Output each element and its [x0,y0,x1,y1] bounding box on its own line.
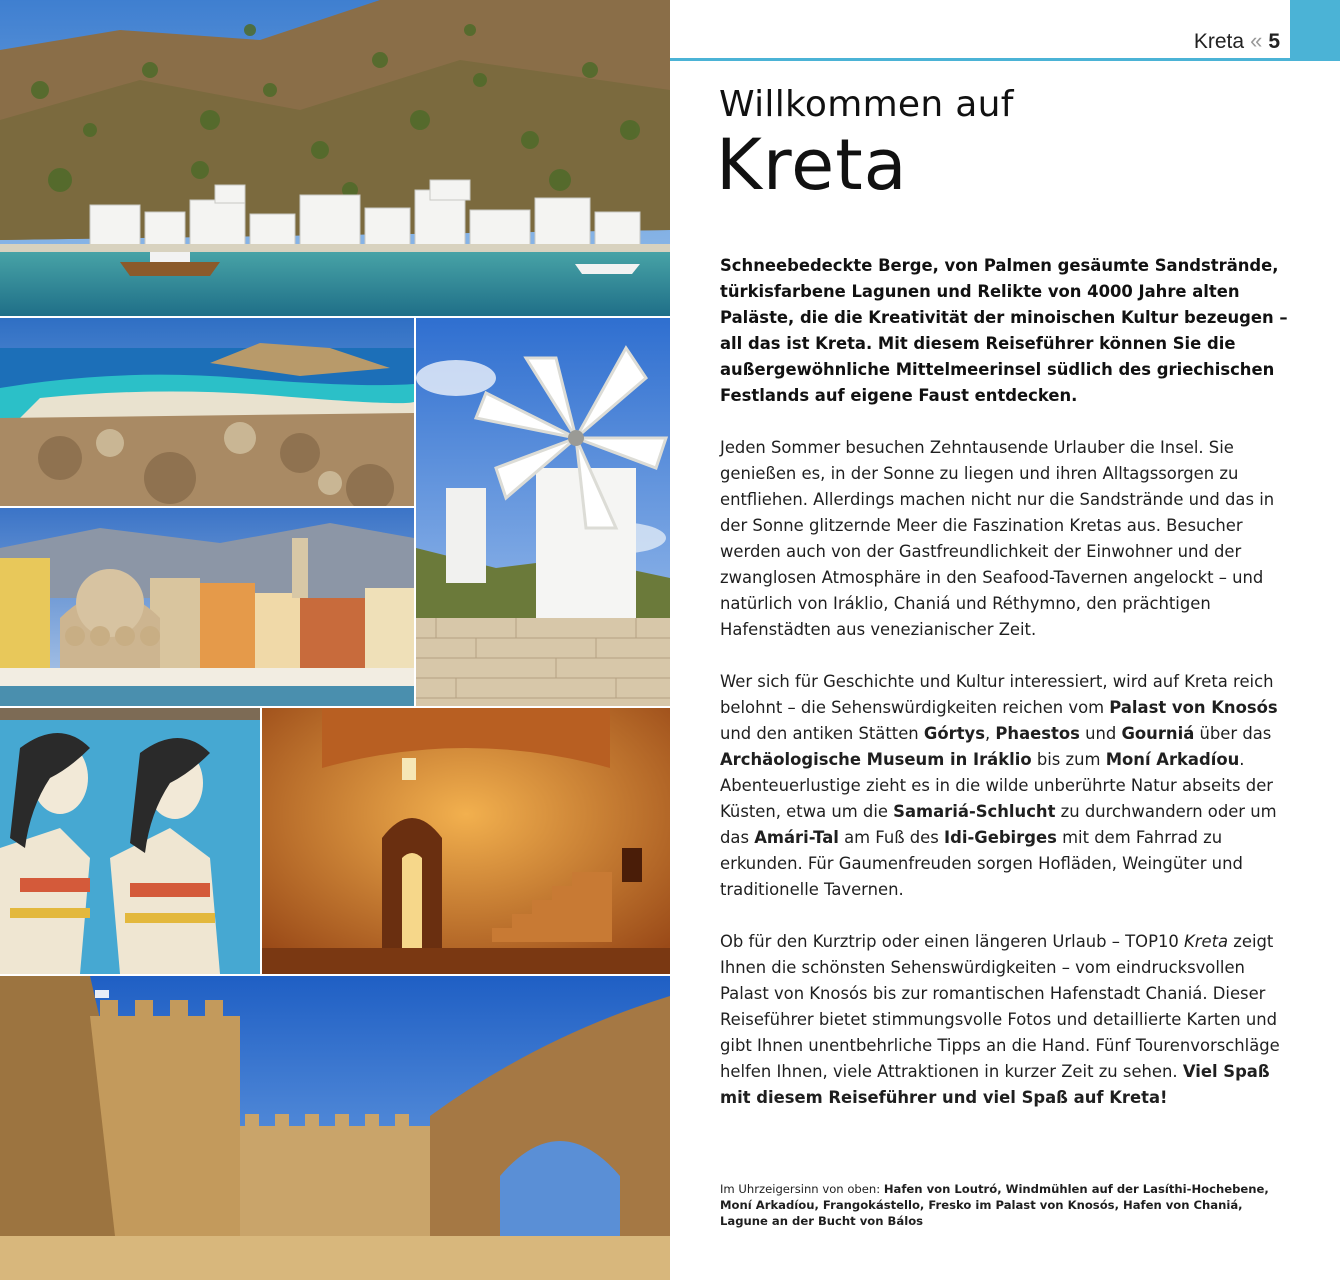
paragraph-1: Jeden Sommer besuchen Zehntausende Urlauber die Insel. Sie genießen es, in der Sonne zu liegen und ihren Alltagssorgen zu entfliehen. Allerdings machen nicht nur die Sandstrände und das in der Sonne glitzernde Meer die Faszination Kretas aus. Besucher werden auch von der Gastfreundlichkeit der Einwohner und der zwanglosen Atmosphäre in den Seafood-Tavernen angelockt – und natürlich von Iráklio, Chaniá und Réthymno, den prächtigen Hafenstädten aus venezianischer Zeit. [720,438,1275,639]
photo-balos-lagoon [0,318,414,506]
separator-glyph: « [1250,28,1263,53]
page-number: 5 [1268,30,1280,53]
paragraph-3: Ob für den Kurztrip oder einen längeren Urlaub – TOP10 Kreta zeigt Ihnen die schönsten Sehenswürdigkeiten – vom eindrucksvollen Palast von Knosós bis zur romantischen Hafenstadt Chaniá. Dieser Reiseführer bietet stimmungsvolle Fotos und detaillierte Karten und gibt Ihnen unentbehrliche Tipps an die Hand. Fünf Tourenvorschläge helfen Ihnen, viele Attraktionen in kurzer Zeit zu sehen. Viel Spaß mit diesem Reiseführer und viel Spaß auf Kreta! [720,932,1280,1107]
running-head [1100,28,1280,54]
header-accent-box [1290,0,1340,58]
running-title: Kreta [1193,30,1245,53]
photo-moni-arkadiou [262,708,670,974]
caption-prefix: Im Uhrzeigersinn von oben: [720,1182,884,1196]
title-line-2: Kreta [716,124,908,206]
caption-text: Hafen von Loutró, Windmühlen auf der Lasíthi-Hochebene, Moní Arkadíou, Frangokástello, Fresko im Palast von Knosós, Hafen von Chaniá, Lagune an der Bucht von Bálos [720,1182,1269,1228]
photo-chania-harbour [0,508,414,706]
photo-knossos-fresco [0,708,260,974]
photo-lasithi-windmills [416,318,670,706]
paragraph-2: Wer sich für Geschichte und Kultur interessiert, wird auf Kreta reich belohnt – die Sehenswürdigkeiten reichen vom Palast von Knosós und den antiken Stätten Górtys, Phaestos und Gourniá über das Archäologische Museum in Iráklio bis zum Moní Arkadíou. Abenteuerlustige zieht es in die wilde unberührte Natur abseits der Küsten, etwa um die Samariá-Schlucht zu durchwandern oder um das Amári-Tal am Fuß des Idi-Gebirges mit dem Fahrrad zu erkunden. Für Gaumenfreuden sorgen Hofläden, Weingüter und traditionelle Tavernen. [720,672,1278,899]
photo-loutro-harbour [0,0,670,316]
title-line-1: Willkommen auf [719,84,1014,125]
lead-paragraph: Schneebedeckte Berge, von Palmen gesäumte Sandstrände, türkisfarbene Lagunen und Relikte von 4000 Jahre alten Paläste, die die Kreativität der minoischen Kultur bezeugen – all das ist Kreta. Mit diesem Reiseführer können Sie die außergewöhnliche Mittelmeerinsel südlich des griechischen Festlands auf eigene Faust entdecken. [720,256,1288,405]
body-text [720,253,1292,1137]
photo-frangokastello [0,976,670,1280]
header-accent-rule [670,58,1340,61]
photo-caption [720,1181,1280,1229]
